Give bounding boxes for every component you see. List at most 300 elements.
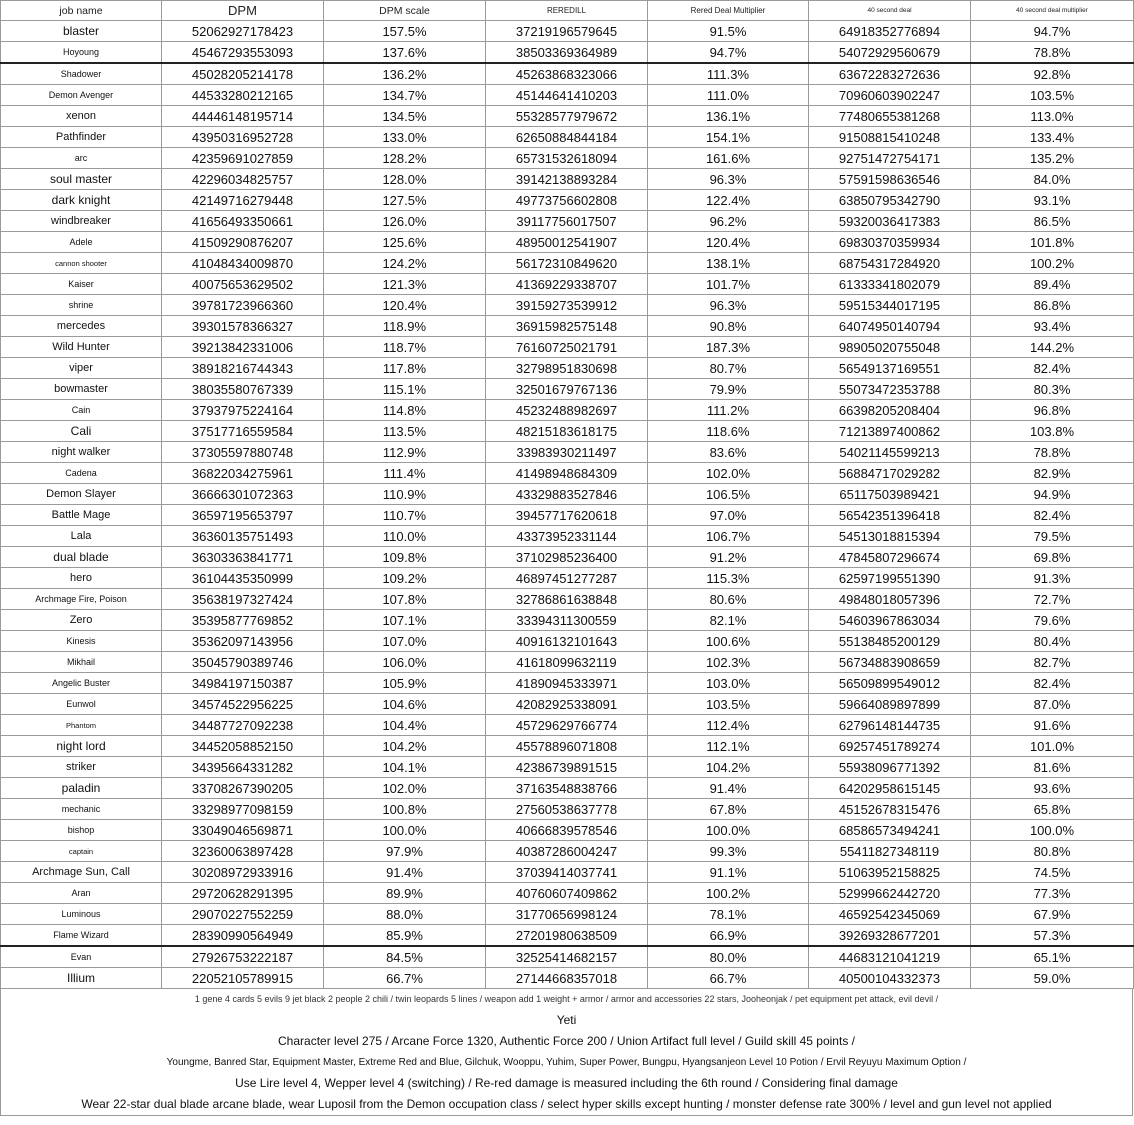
cell-dpm-scale[interactable]: 66.7% xyxy=(324,968,486,989)
cell-dpm-scale[interactable]: 128.2% xyxy=(324,148,486,169)
cell-40s-deal[interactable]: 44683121041219 xyxy=(809,946,971,968)
cell-40s-multiplier[interactable]: 93.4% xyxy=(971,316,1134,337)
cell-40s-deal[interactable]: 70960603902247 xyxy=(809,85,971,106)
cell-40s-multiplier[interactable]: 103.5% xyxy=(971,85,1134,106)
cell-job-name[interactable]: Hoyoung xyxy=(1,42,162,64)
cell-40s-deal[interactable]: 39269328677201 xyxy=(809,925,971,947)
cell-dpm-scale[interactable]: 115.1% xyxy=(324,379,486,400)
cell-dpm-scale[interactable]: 112.9% xyxy=(324,442,486,463)
cell-40s-deal[interactable]: 68754317284920 xyxy=(809,253,971,274)
cell-40s-multiplier[interactable]: 113.0% xyxy=(971,106,1134,127)
cell-dpm[interactable]: 28390990564949 xyxy=(162,925,324,947)
cell-job-name[interactable]: Mikhail xyxy=(1,652,162,673)
cell-40s-multiplier[interactable]: 86.8% xyxy=(971,295,1134,316)
cell-rered-multiplier[interactable]: 66.7% xyxy=(648,968,809,989)
cell-40s-deal[interactable]: 56509899549012 xyxy=(809,673,971,694)
cell-job-name[interactable]: Flame Wizard xyxy=(1,925,162,947)
cell-job-name[interactable]: blaster xyxy=(1,21,162,42)
cell-job-name[interactable]: Cain xyxy=(1,400,162,421)
cell-40s-multiplier[interactable]: 57.3% xyxy=(971,925,1134,947)
cell-dpm[interactable]: 36597195653797 xyxy=(162,505,324,526)
cell-40s-deal[interactable]: 56542351396418 xyxy=(809,505,971,526)
cell-rered-multiplier[interactable]: 94.7% xyxy=(648,42,809,64)
cell-reredill[interactable]: 49773756602808 xyxy=(486,190,648,211)
cell-40s-deal[interactable]: 92751472754171 xyxy=(809,148,971,169)
cell-job-name[interactable]: Phantom xyxy=(1,715,162,736)
cell-dpm-scale[interactable]: 125.6% xyxy=(324,232,486,253)
cell-40s-multiplier[interactable]: 80.4% xyxy=(971,631,1134,652)
cell-40s-deal[interactable]: 51063952158825 xyxy=(809,862,971,883)
cell-reredill[interactable]: 27201980638509 xyxy=(486,925,648,947)
cell-job-name[interactable]: shrine xyxy=(1,295,162,316)
cell-40s-deal[interactable]: 56549137169551 xyxy=(809,358,971,379)
cell-reredill[interactable]: 43373952331144 xyxy=(486,526,648,547)
cell-dpm-scale[interactable]: 97.9% xyxy=(324,841,486,862)
cell-40s-deal[interactable]: 54603967863034 xyxy=(809,610,971,631)
cell-dpm[interactable]: 45467293553093 xyxy=(162,42,324,64)
cell-job-name[interactable]: night walker xyxy=(1,442,162,463)
cell-dpm[interactable]: 34984197150387 xyxy=(162,673,324,694)
header-40-second-deal[interactable]: 40 second deal xyxy=(809,1,971,21)
cell-job-name[interactable]: paladin xyxy=(1,778,162,799)
cell-dpm-scale[interactable]: 114.8% xyxy=(324,400,486,421)
cell-40s-multiplier[interactable]: 94.9% xyxy=(971,484,1134,505)
cell-40s-multiplier[interactable]: 67.9% xyxy=(971,904,1134,925)
cell-rered-multiplier[interactable]: 115.3% xyxy=(648,568,809,589)
cell-job-name[interactable]: mechanic xyxy=(1,799,162,820)
cell-40s-multiplier[interactable]: 78.8% xyxy=(971,442,1134,463)
cell-40s-multiplier[interactable]: 79.6% xyxy=(971,610,1134,631)
cell-reredill[interactable]: 45578896071808 xyxy=(486,736,648,757)
cell-dpm-scale[interactable]: 106.0% xyxy=(324,652,486,673)
cell-40s-multiplier[interactable]: 94.7% xyxy=(971,21,1134,42)
cell-dpm-scale[interactable]: 134.5% xyxy=(324,106,486,127)
cell-dpm-scale[interactable]: 91.4% xyxy=(324,862,486,883)
header-job-name[interactable]: job name xyxy=(1,1,162,21)
cell-rered-multiplier[interactable]: 99.3% xyxy=(648,841,809,862)
cell-job-name[interactable]: xenon xyxy=(1,106,162,127)
cell-reredill[interactable]: 45232488982697 xyxy=(486,400,648,421)
cell-dpm[interactable]: 34574522956225 xyxy=(162,694,324,715)
cell-dpm[interactable]: 35362097143956 xyxy=(162,631,324,652)
cell-40s-deal[interactable]: 64918352776894 xyxy=(809,21,971,42)
cell-rered-multiplier[interactable]: 122.4% xyxy=(648,190,809,211)
cell-rered-multiplier[interactable]: 138.1% xyxy=(648,253,809,274)
cell-reredill[interactable]: 32501679767136 xyxy=(486,379,648,400)
cell-40s-multiplier[interactable]: 79.5% xyxy=(971,526,1134,547)
cell-40s-multiplier[interactable]: 82.4% xyxy=(971,673,1134,694)
cell-reredill[interactable]: 38503369364989 xyxy=(486,42,648,64)
cell-40s-deal[interactable]: 46592542345069 xyxy=(809,904,971,925)
cell-40s-multiplier[interactable]: 87.0% xyxy=(971,694,1134,715)
cell-rered-multiplier[interactable]: 187.3% xyxy=(648,337,809,358)
cell-job-name[interactable]: Archmage Sun, Call xyxy=(1,862,162,883)
cell-dpm[interactable]: 37517716559584 xyxy=(162,421,324,442)
cell-reredill[interactable]: 32786861638848 xyxy=(486,589,648,610)
cell-dpm-scale[interactable]: 111.4% xyxy=(324,463,486,484)
cell-dpm-scale[interactable]: 84.5% xyxy=(324,946,486,968)
cell-reredill[interactable]: 39142138893284 xyxy=(486,169,648,190)
cell-dpm-scale[interactable]: 85.9% xyxy=(324,925,486,947)
cell-40s-deal[interactable]: 54513018815394 xyxy=(809,526,971,547)
cell-dpm[interactable]: 39301578366327 xyxy=(162,316,324,337)
cell-dpm[interactable]: 34487727092238 xyxy=(162,715,324,736)
cell-job-name[interactable]: Luminous xyxy=(1,904,162,925)
cell-40s-multiplier[interactable]: 96.8% xyxy=(971,400,1134,421)
cell-40s-multiplier[interactable]: 100.0% xyxy=(971,820,1134,841)
cell-dpm[interactable]: 35638197327424 xyxy=(162,589,324,610)
cell-40s-deal[interactable]: 55138485200129 xyxy=(809,631,971,652)
cell-40s-multiplier[interactable]: 78.8% xyxy=(971,42,1134,64)
cell-dpm[interactable]: 32360063897428 xyxy=(162,841,324,862)
cell-reredill[interactable]: 27144668357018 xyxy=(486,968,648,989)
cell-job-name[interactable]: Demon Slayer xyxy=(1,484,162,505)
cell-rered-multiplier[interactable]: 111.3% xyxy=(648,63,809,85)
cell-dpm[interactable]: 44533280212165 xyxy=(162,85,324,106)
cell-job-name[interactable]: Eunwol xyxy=(1,694,162,715)
cell-reredill[interactable]: 40760607409862 xyxy=(486,883,648,904)
header-rered-deal-multiplier[interactable]: Rered Deal Multiplier xyxy=(648,1,809,21)
cell-reredill[interactable]: 62650884844184 xyxy=(486,127,648,148)
cell-40s-deal[interactable]: 69830370359934 xyxy=(809,232,971,253)
cell-rered-multiplier[interactable]: 82.1% xyxy=(648,610,809,631)
header-40-second-deal-multiplier[interactable]: 40 second deal multiplier xyxy=(971,1,1134,21)
cell-rered-multiplier[interactable]: 66.9% xyxy=(648,925,809,947)
cell-dpm-scale[interactable]: 110.9% xyxy=(324,484,486,505)
cell-dpm[interactable]: 22052105789915 xyxy=(162,968,324,989)
cell-dpm-scale[interactable]: 100.0% xyxy=(324,820,486,841)
cell-job-name[interactable]: Lala xyxy=(1,526,162,547)
cell-40s-deal[interactable]: 45152678315476 xyxy=(809,799,971,820)
cell-40s-deal[interactable]: 54072929560679 xyxy=(809,42,971,64)
cell-dpm-scale[interactable]: 117.8% xyxy=(324,358,486,379)
cell-reredill[interactable]: 45263868323066 xyxy=(486,63,648,85)
cell-dpm[interactable]: 38918216744343 xyxy=(162,358,324,379)
cell-job-name[interactable]: night lord xyxy=(1,736,162,757)
cell-reredill[interactable]: 37102985236400 xyxy=(486,547,648,568)
cell-job-name[interactable]: mercedes xyxy=(1,316,162,337)
cell-job-name[interactable]: Cadena xyxy=(1,463,162,484)
cell-reredill[interactable]: 39117756017507 xyxy=(486,211,648,232)
cell-reredill[interactable]: 40666839578546 xyxy=(486,820,648,841)
cell-reredill[interactable]: 40387286004247 xyxy=(486,841,648,862)
cell-dpm-scale[interactable]: 113.5% xyxy=(324,421,486,442)
cell-dpm-scale[interactable]: 89.9% xyxy=(324,883,486,904)
cell-reredill[interactable]: 43329883527846 xyxy=(486,484,648,505)
cell-rered-multiplier[interactable]: 96.3% xyxy=(648,295,809,316)
cell-reredill[interactable]: 56172310849620 xyxy=(486,253,648,274)
cell-rered-multiplier[interactable]: 112.4% xyxy=(648,715,809,736)
cell-40s-deal[interactable]: 69257451789274 xyxy=(809,736,971,757)
cell-40s-deal[interactable]: 56884717029282 xyxy=(809,463,971,484)
cell-40s-multiplier[interactable]: 82.4% xyxy=(971,505,1134,526)
cell-job-name[interactable]: Illium xyxy=(1,968,162,989)
cell-40s-deal[interactable]: 55411827348119 xyxy=(809,841,971,862)
cell-reredill[interactable]: 31770656998124 xyxy=(486,904,648,925)
cell-reredill[interactable]: 45729629766774 xyxy=(486,715,648,736)
cell-40s-deal[interactable]: 62597199551390 xyxy=(809,568,971,589)
cell-dpm[interactable]: 40075653629502 xyxy=(162,274,324,295)
cell-dpm[interactable]: 42359691027859 xyxy=(162,148,324,169)
cell-job-name[interactable]: Zero xyxy=(1,610,162,631)
cell-40s-deal[interactable]: 63672283272636 xyxy=(809,63,971,85)
cell-job-name[interactable]: dark knight xyxy=(1,190,162,211)
cell-40s-multiplier[interactable]: 86.5% xyxy=(971,211,1134,232)
cell-40s-deal[interactable]: 59320036417383 xyxy=(809,211,971,232)
cell-rered-multiplier[interactable]: 91.4% xyxy=(648,778,809,799)
cell-40s-multiplier[interactable]: 81.6% xyxy=(971,757,1134,778)
cell-40s-multiplier[interactable]: 144.2% xyxy=(971,337,1134,358)
cell-dpm-scale[interactable]: 120.4% xyxy=(324,295,486,316)
cell-40s-deal[interactable]: 47845807296674 xyxy=(809,547,971,568)
cell-rered-multiplier[interactable]: 91.5% xyxy=(648,21,809,42)
cell-dpm[interactable]: 35045790389746 xyxy=(162,652,324,673)
cell-rered-multiplier[interactable]: 67.8% xyxy=(648,799,809,820)
cell-dpm[interactable]: 37937975224164 xyxy=(162,400,324,421)
cell-job-name[interactable]: Shadower xyxy=(1,63,162,85)
header-reredill[interactable]: REREDILL xyxy=(486,1,648,21)
cell-dpm-scale[interactable]: 136.2% xyxy=(324,63,486,85)
cell-reredill[interactable]: 37163548838766 xyxy=(486,778,648,799)
cell-40s-multiplier[interactable]: 65.1% xyxy=(971,946,1134,968)
cell-reredill[interactable]: 37039414037741 xyxy=(486,862,648,883)
cell-dpm[interactable]: 34452058852150 xyxy=(162,736,324,757)
cell-dpm-scale[interactable]: 102.0% xyxy=(324,778,486,799)
cell-rered-multiplier[interactable]: 79.9% xyxy=(648,379,809,400)
cell-rered-multiplier[interactable]: 90.8% xyxy=(648,316,809,337)
cell-rered-multiplier[interactable]: 120.4% xyxy=(648,232,809,253)
cell-40s-deal[interactable]: 77480655381268 xyxy=(809,106,971,127)
cell-rered-multiplier[interactable]: 136.1% xyxy=(648,106,809,127)
cell-40s-multiplier[interactable]: 80.3% xyxy=(971,379,1134,400)
cell-dpm-scale[interactable]: 128.0% xyxy=(324,169,486,190)
cell-40s-multiplier[interactable]: 103.8% xyxy=(971,421,1134,442)
cell-reredill[interactable]: 55328577979672 xyxy=(486,106,648,127)
cell-40s-deal[interactable]: 55073472353788 xyxy=(809,379,971,400)
cell-reredill[interactable]: 32525414682157 xyxy=(486,946,648,968)
cell-rered-multiplier[interactable]: 111.2% xyxy=(648,400,809,421)
cell-job-name[interactable]: bishop xyxy=(1,820,162,841)
cell-job-name[interactable]: Demon Avenger xyxy=(1,85,162,106)
cell-job-name[interactable]: Kinesis xyxy=(1,631,162,652)
cell-40s-deal[interactable]: 61333341802079 xyxy=(809,274,971,295)
cell-dpm-scale[interactable]: 157.5% xyxy=(324,21,486,42)
cell-dpm-scale[interactable]: 104.1% xyxy=(324,757,486,778)
cell-40s-multiplier[interactable]: 91.3% xyxy=(971,568,1134,589)
cell-rered-multiplier[interactable]: 100.6% xyxy=(648,631,809,652)
cell-reredill[interactable]: 65731532618094 xyxy=(486,148,648,169)
cell-40s-multiplier[interactable]: 91.6% xyxy=(971,715,1134,736)
cell-job-name[interactable]: striker xyxy=(1,757,162,778)
cell-40s-multiplier[interactable]: 82.7% xyxy=(971,652,1134,673)
cell-rered-multiplier[interactable]: 103.0% xyxy=(648,673,809,694)
cell-reredill[interactable]: 36915982575148 xyxy=(486,316,648,337)
cell-40s-multiplier[interactable]: 92.8% xyxy=(971,63,1134,85)
cell-dpm-scale[interactable]: 105.9% xyxy=(324,673,486,694)
cell-job-name[interactable]: soul master xyxy=(1,169,162,190)
cell-rered-multiplier[interactable]: 97.0% xyxy=(648,505,809,526)
cell-rered-multiplier[interactable]: 154.1% xyxy=(648,127,809,148)
cell-40s-multiplier[interactable]: 100.2% xyxy=(971,253,1134,274)
cell-dpm[interactable]: 36104435350999 xyxy=(162,568,324,589)
cell-job-name[interactable]: Battle Mage xyxy=(1,505,162,526)
cell-dpm[interactable]: 44446148195714 xyxy=(162,106,324,127)
cell-dpm[interactable]: 29070227552259 xyxy=(162,904,324,925)
cell-40s-deal[interactable]: 64074950140794 xyxy=(809,316,971,337)
cell-40s-deal[interactable]: 56734883908659 xyxy=(809,652,971,673)
cell-job-name[interactable]: Adele xyxy=(1,232,162,253)
cell-40s-multiplier[interactable]: 65.8% xyxy=(971,799,1134,820)
cell-job-name[interactable]: Aran xyxy=(1,883,162,904)
cell-rered-multiplier[interactable]: 118.6% xyxy=(648,421,809,442)
cell-reredill[interactable]: 32798951830698 xyxy=(486,358,648,379)
cell-rered-multiplier[interactable]: 102.3% xyxy=(648,652,809,673)
cell-dpm[interactable]: 41656493350661 xyxy=(162,211,324,232)
cell-dpm[interactable]: 35395877769852 xyxy=(162,610,324,631)
cell-job-name[interactable]: Wild Hunter xyxy=(1,337,162,358)
cell-rered-multiplier[interactable]: 83.6% xyxy=(648,442,809,463)
cell-dpm[interactable]: 41048434009870 xyxy=(162,253,324,274)
cell-rered-multiplier[interactable]: 161.6% xyxy=(648,148,809,169)
cell-dpm-scale[interactable]: 104.2% xyxy=(324,736,486,757)
cell-dpm-scale[interactable]: 118.7% xyxy=(324,337,486,358)
cell-rered-multiplier[interactable]: 112.1% xyxy=(648,736,809,757)
cell-rered-multiplier[interactable]: 104.2% xyxy=(648,757,809,778)
cell-40s-deal[interactable]: 64202958615145 xyxy=(809,778,971,799)
cell-rered-multiplier[interactable]: 101.7% xyxy=(648,274,809,295)
cell-dpm-scale[interactable]: 118.9% xyxy=(324,316,486,337)
cell-reredill[interactable]: 37219196579645 xyxy=(486,21,648,42)
cell-40s-deal[interactable]: 59515344017195 xyxy=(809,295,971,316)
cell-40s-deal[interactable]: 40500104332373 xyxy=(809,968,971,989)
cell-40s-deal[interactable]: 49848018057396 xyxy=(809,589,971,610)
cell-reredill[interactable]: 41369229338707 xyxy=(486,274,648,295)
cell-40s-multiplier[interactable]: 93.1% xyxy=(971,190,1134,211)
cell-reredill[interactable]: 41890945333971 xyxy=(486,673,648,694)
cell-40s-multiplier[interactable]: 69.8% xyxy=(971,547,1134,568)
cell-40s-multiplier[interactable]: 82.9% xyxy=(971,463,1134,484)
cell-40s-multiplier[interactable]: 74.5% xyxy=(971,862,1134,883)
cell-dpm[interactable]: 36666301072363 xyxy=(162,484,324,505)
cell-rered-multiplier[interactable]: 106.7% xyxy=(648,526,809,547)
cell-rered-multiplier[interactable]: 91.1% xyxy=(648,862,809,883)
cell-dpm[interactable]: 33298977098159 xyxy=(162,799,324,820)
cell-40s-multiplier[interactable]: 59.0% xyxy=(971,968,1134,989)
header-dpm-scale[interactable]: DPM scale xyxy=(324,1,486,21)
cell-reredill[interactable]: 48215183618175 xyxy=(486,421,648,442)
cell-job-name[interactable]: viper xyxy=(1,358,162,379)
cell-rered-multiplier[interactable]: 91.2% xyxy=(648,547,809,568)
cell-dpm[interactable]: 37305597880748 xyxy=(162,442,324,463)
cell-dpm-scale[interactable]: 110.7% xyxy=(324,505,486,526)
cell-40s-multiplier[interactable]: 93.6% xyxy=(971,778,1134,799)
cell-dpm[interactable]: 39781723966360 xyxy=(162,295,324,316)
cell-reredill[interactable]: 33394311300559 xyxy=(486,610,648,631)
cell-40s-multiplier[interactable]: 101.0% xyxy=(971,736,1134,757)
cell-dpm-scale[interactable]: 133.0% xyxy=(324,127,486,148)
cell-rered-multiplier[interactable]: 100.0% xyxy=(648,820,809,841)
cell-reredill[interactable]: 41618099632119 xyxy=(486,652,648,673)
cell-rered-multiplier[interactable]: 100.2% xyxy=(648,883,809,904)
cell-40s-multiplier[interactable]: 82.4% xyxy=(971,358,1134,379)
cell-40s-deal[interactable]: 54021145599213 xyxy=(809,442,971,463)
cell-reredill[interactable]: 76160725021791 xyxy=(486,337,648,358)
cell-rered-multiplier[interactable]: 96.3% xyxy=(648,169,809,190)
cell-reredill[interactable]: 42386739891515 xyxy=(486,757,648,778)
cell-rered-multiplier[interactable]: 102.0% xyxy=(648,463,809,484)
cell-40s-multiplier[interactable]: 135.2% xyxy=(971,148,1134,169)
cell-rered-multiplier[interactable]: 80.0% xyxy=(648,946,809,968)
cell-40s-deal[interactable]: 65117503989421 xyxy=(809,484,971,505)
cell-reredill[interactable]: 33983930211497 xyxy=(486,442,648,463)
cell-40s-deal[interactable]: 52999662442720 xyxy=(809,883,971,904)
header-dpm[interactable]: DPM xyxy=(162,1,324,21)
cell-reredill[interactable]: 27560538637778 xyxy=(486,799,648,820)
cell-40s-multiplier[interactable]: 84.0% xyxy=(971,169,1134,190)
cell-job-name[interactable]: Kaiser xyxy=(1,274,162,295)
cell-job-name[interactable]: cannon shooter xyxy=(1,253,162,274)
cell-dpm[interactable]: 41509290876207 xyxy=(162,232,324,253)
cell-dpm[interactable]: 33708267390205 xyxy=(162,778,324,799)
cell-40s-multiplier[interactable]: 80.8% xyxy=(971,841,1134,862)
cell-40s-multiplier[interactable]: 101.8% xyxy=(971,232,1134,253)
cell-job-name[interactable]: Angelic Buster xyxy=(1,673,162,694)
cell-dpm-scale[interactable]: 109.2% xyxy=(324,568,486,589)
cell-reredill[interactable]: 40916132101643 xyxy=(486,631,648,652)
cell-rered-multiplier[interactable]: 80.7% xyxy=(648,358,809,379)
cell-dpm-scale[interactable]: 107.0% xyxy=(324,631,486,652)
cell-rered-multiplier[interactable]: 80.6% xyxy=(648,589,809,610)
cell-dpm[interactable]: 42149716279448 xyxy=(162,190,324,211)
cell-reredill[interactable]: 45144641410203 xyxy=(486,85,648,106)
cell-dpm[interactable]: 45028205214178 xyxy=(162,63,324,85)
cell-40s-deal[interactable]: 68586573494241 xyxy=(809,820,971,841)
cell-40s-deal[interactable]: 63850795342790 xyxy=(809,190,971,211)
cell-dpm[interactable]: 36303363841771 xyxy=(162,547,324,568)
cell-40s-multiplier[interactable]: 133.4% xyxy=(971,127,1134,148)
cell-dpm[interactable]: 42296034825757 xyxy=(162,169,324,190)
cell-reredill[interactable]: 39457717620618 xyxy=(486,505,648,526)
cell-dpm-scale[interactable]: 88.0% xyxy=(324,904,486,925)
cell-dpm-scale[interactable]: 109.8% xyxy=(324,547,486,568)
cell-job-name[interactable]: Cali xyxy=(1,421,162,442)
cell-dpm-scale[interactable]: 137.6% xyxy=(324,42,486,64)
cell-40s-deal[interactable]: 57591598636546 xyxy=(809,169,971,190)
cell-dpm-scale[interactable]: 100.8% xyxy=(324,799,486,820)
cell-40s-deal[interactable]: 91508815410248 xyxy=(809,127,971,148)
cell-job-name[interactable]: arc xyxy=(1,148,162,169)
cell-rered-multiplier[interactable]: 106.5% xyxy=(648,484,809,505)
cell-40s-deal[interactable]: 55938096771392 xyxy=(809,757,971,778)
cell-dpm-scale[interactable]: 126.0% xyxy=(324,211,486,232)
cell-dpm-scale[interactable]: 110.0% xyxy=(324,526,486,547)
cell-job-name[interactable]: dual blade xyxy=(1,547,162,568)
cell-job-name[interactable]: bowmaster xyxy=(1,379,162,400)
cell-rered-multiplier[interactable]: 78.1% xyxy=(648,904,809,925)
cell-dpm[interactable]: 29720628291395 xyxy=(162,883,324,904)
cell-dpm[interactable]: 38035580767339 xyxy=(162,379,324,400)
cell-dpm[interactable]: 52062927178423 xyxy=(162,21,324,42)
cell-job-name[interactable]: Evan xyxy=(1,946,162,968)
cell-reredill[interactable]: 42082925338091 xyxy=(486,694,648,715)
cell-40s-deal[interactable]: 59664089897899 xyxy=(809,694,971,715)
cell-dpm-scale[interactable]: 104.4% xyxy=(324,715,486,736)
cell-dpm-scale[interactable]: 127.5% xyxy=(324,190,486,211)
cell-dpm-scale[interactable]: 124.2% xyxy=(324,253,486,274)
cell-job-name[interactable]: Pathfinder xyxy=(1,127,162,148)
cell-reredill[interactable]: 46897451277287 xyxy=(486,568,648,589)
cell-reredill[interactable]: 41498948684309 xyxy=(486,463,648,484)
